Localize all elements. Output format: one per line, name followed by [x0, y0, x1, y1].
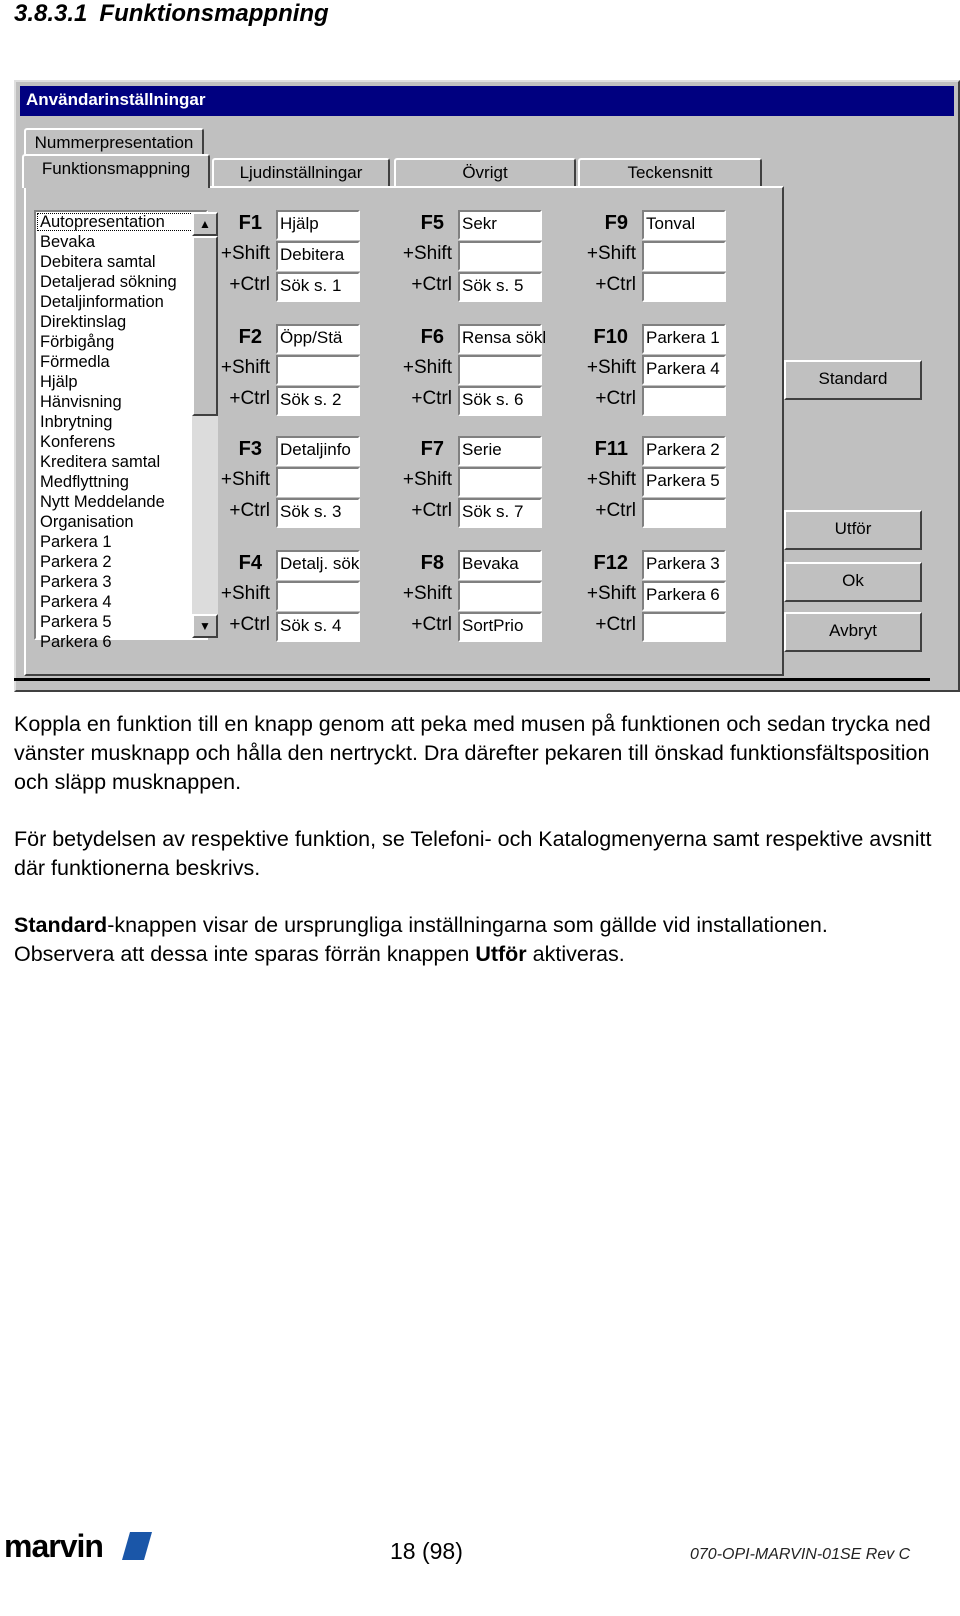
- tab-nummerpresentation[interactable]: Nummerpresentation: [24, 128, 204, 156]
- list-item[interactable]: Hänvisning: [40, 393, 122, 411]
- f9-shift-field[interactable]: [642, 241, 726, 271]
- list-item[interactable]: Detaljerad sökning: [40, 273, 177, 291]
- function-list: [36, 212, 206, 652]
- f1-ctrl-field[interactable]: Sök s. 1: [276, 272, 360, 302]
- list-item[interactable]: Debitera samtal: [40, 253, 156, 271]
- f5-shift-field[interactable]: [458, 241, 542, 271]
- f3-key-label: F3: [238, 438, 262, 460]
- f11-shift-field[interactable]: Parkera 5: [642, 467, 726, 497]
- shift-label: +Shift: [220, 357, 270, 378]
- shift-label: +Shift: [586, 469, 636, 490]
- list-item[interactable]: Parkera 1: [40, 533, 112, 551]
- ctrl-label: +Ctrl: [595, 614, 636, 635]
- ctrl-label: +Ctrl: [229, 500, 270, 521]
- shift-label: +Shift: [220, 243, 270, 264]
- section-number: 3.8.3.1: [14, 0, 88, 27]
- list-item[interactable]: Organisation: [40, 513, 134, 531]
- tab-ljudinstallningar[interactable]: Ljudinställningar: [212, 158, 390, 186]
- f11-field[interactable]: Parkera 2: [642, 436, 726, 466]
- ctrl-label: +Ctrl: [411, 274, 452, 295]
- f3-field[interactable]: Detaljinfo: [276, 436, 360, 466]
- f4-shift-field[interactable]: [276, 581, 360, 611]
- f7-key-label: F7: [420, 438, 444, 460]
- shift-label: +Shift: [402, 243, 452, 264]
- f12-field[interactable]: Parkera 3: [642, 550, 726, 580]
- list-item[interactable]: Bevaka: [40, 233, 96, 251]
- f11-ctrl-field[interactable]: [642, 498, 726, 528]
- f1-shift-field[interactable]: Debitera: [276, 241, 360, 271]
- shift-label: +Shift: [586, 357, 636, 378]
- ctrl-label: +Ctrl: [595, 388, 636, 409]
- shift-label: +Shift: [402, 583, 452, 604]
- avbryt-button[interactable]: Avbryt: [784, 612, 922, 652]
- dialog-titlebar: [20, 86, 954, 116]
- f8-ctrl-field[interactable]: SortPrio: [458, 612, 542, 642]
- list-item[interactable]: Förmedla: [40, 353, 110, 371]
- ctrl-label: +Ctrl: [411, 614, 452, 635]
- f12-key-label: F12: [593, 552, 628, 574]
- f2-ctrl-field[interactable]: Sök s. 2: [276, 386, 360, 416]
- f6-field[interactable]: Rensa sökl: [458, 324, 542, 354]
- f2-field[interactable]: Öpp/Stä: [276, 324, 360, 354]
- section-heading: [14, 0, 329, 28]
- scroll-down-icon[interactable]: ▼: [192, 614, 218, 638]
- section-title: Funktionsmappning: [99, 0, 329, 27]
- shift-label: +Shift: [402, 469, 452, 490]
- paragraph-meaning: För betydelsen av respektive funktion, se Telefoni- och Katalogmenyerna samt respektive avsnitt där funktionerna beskrivs.: [14, 827, 932, 880]
- f3-ctrl-field[interactable]: Sök s. 3: [276, 498, 360, 528]
- f2-key-label: F2: [238, 326, 262, 348]
- settings-dialog: [14, 80, 960, 692]
- divider: [14, 678, 930, 681]
- ctrl-label: +Ctrl: [229, 614, 270, 635]
- f10-key-label: F10: [593, 326, 628, 348]
- tab-teckensnitt[interactable]: Teckensnitt: [578, 158, 762, 186]
- shift-label: +Shift: [586, 583, 636, 604]
- list-item[interactable]: Inbrytning: [40, 413, 113, 431]
- f5-key-label: F5: [420, 212, 444, 234]
- list-item[interactable]: Direktinslag: [40, 313, 127, 331]
- shift-label: +Shift: [402, 357, 452, 378]
- list-item[interactable]: Parkera 6: [40, 633, 112, 651]
- f6-key-label: F6: [420, 326, 444, 348]
- listbox-scrollbar[interactable]: [192, 212, 218, 638]
- f9-field[interactable]: Tonval: [642, 210, 726, 240]
- f7-shift-field[interactable]: [458, 467, 542, 497]
- bold-utfor: Utför: [475, 942, 527, 966]
- f12-ctrl-field[interactable]: [642, 612, 726, 642]
- function-listbox[interactable]: [34, 210, 208, 651]
- paragraph-instructions: Koppla en funktion till en knapp genom att peka med musen på funktionen och sedan trycka ned vänster musknapp och hålla den nertryckt. Dra därefter pekaren till önskad funktionsfältsposition och släpp musknappen.: [14, 712, 931, 794]
- scroll-up-icon[interactable]: ▲: [192, 212, 218, 236]
- shift-label: +Shift: [586, 243, 636, 264]
- ctrl-label: +Ctrl: [411, 500, 452, 521]
- f1-field[interactable]: Hjälp: [276, 210, 360, 240]
- list-item[interactable]: Parkera 2: [40, 553, 112, 571]
- list-item[interactable]: Parkera 4: [40, 593, 112, 611]
- paragraph-standard-text2: aktiveras.: [526, 942, 625, 966]
- list-item[interactable]: Parkera 5: [40, 613, 112, 631]
- f10-field[interactable]: Parkera 1: [642, 324, 726, 354]
- f2-shift-field[interactable]: [276, 355, 360, 385]
- f11-key-label: F11: [594, 438, 628, 460]
- list-item[interactable]: Hjälp: [40, 373, 78, 391]
- shift-label: +Shift: [220, 469, 270, 490]
- list-item[interactable]: Detaljinformation: [40, 293, 164, 311]
- list-item[interactable]: Konferens: [40, 433, 116, 451]
- document-id: 070-OPI-MARVIN-01SE Rev C: [690, 1546, 911, 1563]
- f9-key-label: F9: [604, 212, 628, 234]
- standard-button[interactable]: Standard: [784, 360, 922, 400]
- logo-mark-icon: [122, 1532, 152, 1560]
- tab-ovrigt[interactable]: Övrigt: [394, 158, 576, 186]
- paragraph-standard-text1: -knappen visar de ursprungliga inställningarna som gällde vid installationen. Observera att dessa inte sparas förrän knappen: [14, 913, 828, 966]
- ctrl-label: +Ctrl: [229, 274, 270, 295]
- dialog-title: Användarinställningar: [26, 90, 206, 109]
- f7-ctrl-field[interactable]: Sök s. 7: [458, 498, 542, 528]
- list-item[interactable]: Kreditera samtal: [40, 453, 161, 471]
- page-number: 18 (98): [390, 1538, 463, 1564]
- f4-key-label: F4: [238, 552, 262, 574]
- ctrl-label: +Ctrl: [595, 274, 636, 295]
- f6-shift-field[interactable]: [458, 355, 542, 385]
- f6-ctrl-field[interactable]: Sök s. 6: [458, 386, 542, 416]
- list-item[interactable]: Förbigång: [40, 333, 115, 351]
- paragraph-standard: [14, 911, 934, 969]
- f9-ctrl-field[interactable]: [642, 272, 726, 302]
- f5-ctrl-field[interactable]: Sök s. 5: [458, 272, 542, 302]
- f7-field[interactable]: Serie: [458, 436, 542, 466]
- f1-key-label: F1: [238, 212, 262, 234]
- ok-button[interactable]: Ok: [784, 562, 922, 602]
- ctrl-label: +Ctrl: [595, 500, 636, 521]
- bold-standard: Standard: [14, 913, 108, 937]
- f4-field[interactable]: Detalj. sök: [276, 550, 360, 580]
- ctrl-label: +Ctrl: [411, 388, 452, 409]
- list-item[interactable]: Medflyttning: [40, 473, 129, 491]
- f8-shift-field[interactable]: [458, 581, 542, 611]
- f10-shift-field[interactable]: Parkera 4: [642, 355, 726, 385]
- f10-ctrl-field[interactable]: [642, 386, 726, 416]
- f4-ctrl-field[interactable]: Sök s. 4: [276, 612, 360, 642]
- utfor-button[interactable]: Utför: [784, 510, 922, 550]
- f8-key-label: F8: [420, 552, 444, 574]
- f8-field[interactable]: Bevaka: [458, 550, 542, 580]
- ctrl-label: +Ctrl: [229, 388, 270, 409]
- tab-funktionsmappning[interactable]: Funktionsmappning: [22, 154, 210, 188]
- f12-shift-field[interactable]: Parkera 6: [642, 581, 726, 611]
- list-item[interactable]: Parkera 3: [40, 573, 112, 591]
- f3-shift-field[interactable]: [276, 467, 360, 497]
- scroll-thumb[interactable]: [192, 236, 218, 416]
- shift-label: +Shift: [220, 583, 270, 604]
- marvin-logo: marvin: [4, 1528, 103, 1564]
- f5-field[interactable]: Sekr: [458, 210, 542, 240]
- list-item[interactable]: Nytt Meddelande: [40, 493, 165, 511]
- list-item[interactable]: Autopresentation: [36, 212, 206, 232]
